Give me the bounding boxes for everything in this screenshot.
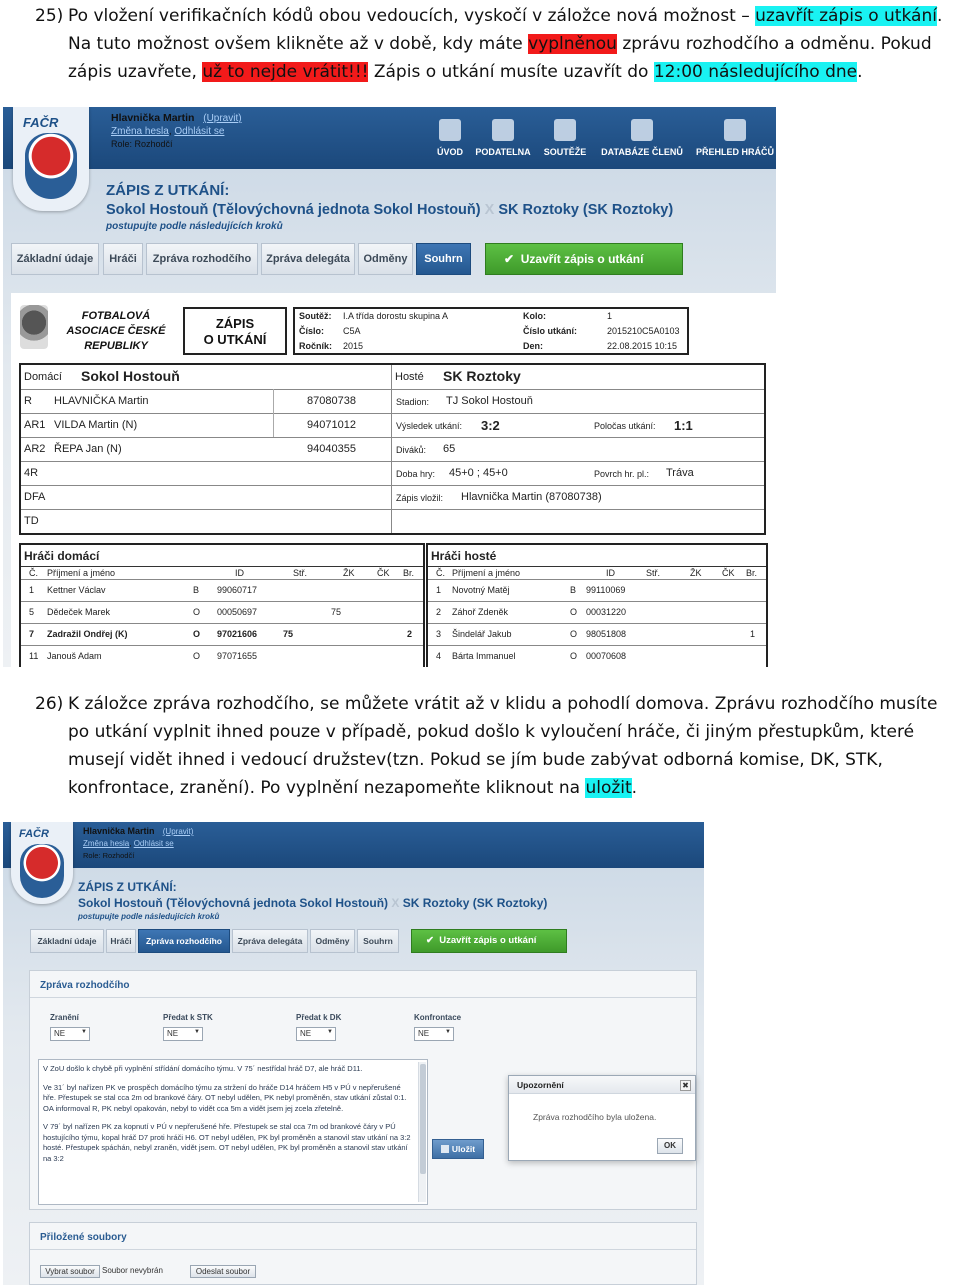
- highlight-save: uložit: [585, 778, 632, 798]
- spacer: [43, 1114, 415, 1122]
- divider: [21, 623, 423, 624]
- screenshot-referee-report: [3, 822, 704, 1285]
- match-number: 2015210C5A0103: [607, 326, 680, 336]
- player-position: B: [570, 585, 577, 595]
- text-part: K záložce zpráva rozhodčího, se můžete vrátit až v klidu a pohodlí domova. Zprávu rozhodčího musíte po utkání vyplnit ihned pouze v případě, pokud došlo k vyloučení hráče, či jiným přestupkům, které musejí vidět ihned i vedoucí družstev(tzn. Pokud se jím bude zabývat odborná komise, DK, STK, konfrontace, zranění). Po vyplnění nezapomeňte kliknout na: [68, 694, 938, 798]
- label: Stadion:: [396, 397, 430, 407]
- zapis-line: O UTKÁNÍ: [203, 332, 267, 347]
- label: Diváků:: [396, 445, 427, 455]
- officials-box: [19, 363, 766, 535]
- official-id: 87080738: [307, 395, 356, 407]
- attendance: 65: [443, 443, 456, 455]
- half-time-score: 1:1: [674, 418, 693, 433]
- tab-fees[interactable]: Odměny: [310, 929, 355, 953]
- versus: X: [391, 896, 400, 910]
- people-icon: [631, 119, 653, 141]
- column-header: ŽK: [343, 568, 355, 578]
- player-position: O: [193, 607, 201, 617]
- label: Číslo utkání:: [523, 326, 578, 336]
- tab-delegate-report[interactable]: Zpráva delegáta: [232, 929, 308, 953]
- official-role: TD: [24, 515, 39, 527]
- official-id: 94040355: [307, 443, 356, 455]
- text-part: Po vložení verifikačních kódů obou vedoucích, vyskočí v záložce nová možnost –: [68, 6, 756, 26]
- season: 2015: [343, 341, 364, 351]
- entered-by: Hlavnička Martin (87080738): [461, 491, 602, 503]
- facr-small-logo: [20, 305, 48, 349]
- player-position: O: [193, 629, 201, 639]
- divider: [391, 365, 392, 533]
- goals: 2: [407, 629, 413, 639]
- away-team: SK Roztoky (SK Roztoky): [498, 202, 674, 218]
- playing-time: 45+0 ; 45+0: [449, 467, 508, 479]
- player-id: 00070608: [586, 651, 627, 661]
- logo-text: FAČR: [19, 828, 49, 840]
- divider: [21, 579, 423, 580]
- player-position: O: [570, 629, 578, 639]
- page-title: ZÁPIS Z UTKÁNÍ:: [106, 182, 230, 199]
- divider: [428, 601, 766, 602]
- player-id: 99110069: [586, 585, 626, 595]
- check-icon: ✔: [426, 935, 434, 946]
- confrontation-label: Konfrontace: [414, 1013, 462, 1022]
- divider: [428, 645, 766, 646]
- tab-players[interactable]: Hráči: [106, 929, 136, 953]
- player-position: O: [570, 607, 578, 617]
- divider: [30, 997, 696, 998]
- divider: [30, 1249, 696, 1250]
- report-paragraph: V 79´ byl nařízen PK za kopnutí v PÚ v nepřerušené hře. Přestupek se stal cca 7m od brankové čáry v PÚ hostujícího týmu, kopal hráč D7 proti hráči H6. OT nebyl udělen, PK byl proměněn a stanovil stav utkání na 3:2 hosté. Přestupek spáchán, nebyl zraněn, vidět jsem. OT nebyl udělen, PK byl proměněn a stanovil stav utkání na 3:2: [43, 1122, 411, 1163]
- ok-button[interactable]: OK: [657, 1138, 683, 1154]
- step-text: [68, 2, 960, 86]
- player-name: Šindelář Jakub: [452, 629, 512, 639]
- column-header: Stř.: [646, 568, 661, 578]
- highlight-close-match: uzavřít zápis o utkání: [755, 6, 937, 26]
- save-button[interactable]: [432, 1139, 484, 1159]
- player-position: B: [193, 585, 200, 595]
- hint-text: postupujte podle následujících kroků: [78, 912, 220, 921]
- divider: [21, 461, 764, 462]
- column-header: Příjmení a jméno: [47, 568, 116, 578]
- label: Číslo:: [299, 326, 325, 336]
- user-role: Role: Rozhodčí: [83, 851, 135, 860]
- assoc-line: FOTBALOVÁ: [81, 310, 151, 322]
- user-name: Hlavnička Martin: [83, 826, 155, 836]
- nav-label: SOUTĚŽE: [543, 147, 587, 157]
- saved-notification-dialog: [508, 1075, 696, 1161]
- nav-inbox[interactable]: [468, 119, 538, 157]
- confrontation-select[interactable]: NE ▼: [414, 1027, 454, 1041]
- step-number: 26): [35, 694, 64, 714]
- label: Povrch hr. pl.:: [594, 469, 650, 479]
- stk-label: Předat k STK: [163, 1013, 213, 1022]
- divider: [21, 389, 764, 390]
- report-paragraph: Ve 31´ byl nařízen PK ve prospěch domácího týmu za stržení do hráče D14 hráčem H5 v PÚ v nepřerušené hře. Přestupek se stal cca 2m od brankové čáry. OT nebyl udělen, PK nebyl proměněn, stav utkání zůstal 0:1. OA informoval R, PK nebyl opakován, nebyl to vidět cca 5m a vidět jsem jej zcela zřetelně.: [43, 1082, 407, 1113]
- home-team: Sokol Hostouň (Tělovýchovná jednota Sokol Hostouň): [78, 896, 389, 910]
- button-label: Uzavřít zápis o utkání: [439, 935, 537, 946]
- label: Kolo:: [523, 311, 546, 321]
- facr-logo: [11, 822, 73, 904]
- injury-select[interactable]: NE ▼: [50, 1027, 90, 1041]
- no-file-label: Soubor nevybrán: [102, 1266, 163, 1275]
- highlight-filled: vyplněnou: [528, 34, 617, 54]
- yellow-card: 75: [331, 607, 342, 617]
- player-number: 7: [29, 629, 35, 639]
- official-role: AR1: [24, 419, 46, 431]
- step-text: [68, 690, 960, 802]
- text-part: . Na tuto možnost ovšem klikněte až v době, kdy máte: [68, 6, 943, 54]
- assoc-line: REPUBLIKY: [84, 340, 148, 352]
- zapis-box: [183, 307, 287, 355]
- column-header: Stř.: [293, 568, 308, 578]
- divider: [21, 601, 423, 602]
- label: Zápis vložil:: [396, 493, 444, 503]
- button-label: Uzavřít zápis o utkání: [520, 252, 644, 266]
- column-header: Č.: [436, 568, 445, 578]
- divider: [21, 413, 764, 414]
- injury-label: Zranění: [50, 1013, 79, 1022]
- gear-icon: [554, 119, 576, 141]
- referee-report-panel: [29, 970, 697, 1210]
- report-textarea[interactable]: [38, 1059, 428, 1205]
- save-icon: [441, 1145, 449, 1153]
- tab-summary[interactable]: Souhrn: [416, 243, 471, 275]
- divider: [21, 437, 764, 438]
- player-position: O: [570, 651, 578, 661]
- summary-sheet: [11, 293, 776, 667]
- logout-link[interactable]: Odhlásit se: [133, 839, 174, 848]
- divider: [428, 623, 766, 624]
- column-header: ID: [235, 568, 244, 578]
- pitch-surface: Tráva: [666, 467, 694, 479]
- logout-link[interactable]: Odhlásit se: [174, 126, 225, 137]
- text-part: Zápis o utkání musíte uzavřít do: [368, 62, 654, 82]
- table-title: Hráči hosté: [431, 549, 497, 563]
- player-id: 00050697: [217, 607, 258, 617]
- player-id: 97071655: [217, 651, 258, 661]
- player-id: 99060717: [217, 585, 258, 595]
- user-panel: Hlavnička Martin (Upravit) Změna hesla, Odhlásit se Role: Rozhodčí: [83, 826, 194, 860]
- official-role: DFA: [24, 491, 46, 503]
- official-role: R: [24, 395, 32, 407]
- home-team-name: Sokol Hostouň: [81, 368, 180, 384]
- away-team: SK Roztoky (SK Roztoky): [402, 896, 548, 910]
- facr-logo: [13, 107, 89, 211]
- label: Soutěž:: [299, 311, 332, 321]
- nav-label: DATABÁZE ČLENŮ: [601, 147, 683, 157]
- divider: [21, 566, 423, 567]
- player-name: Kettner Václav: [47, 585, 106, 595]
- player-name: Novotný Matěj: [452, 585, 510, 595]
- text-part: .: [631, 778, 638, 798]
- table-title: Hráči domácí: [24, 549, 100, 563]
- player-id: 97021606: [217, 629, 258, 639]
- teams-line: [106, 202, 766, 218]
- stk-select[interactable]: NE ▼: [163, 1027, 203, 1041]
- spacer: [43, 1075, 415, 1083]
- report-paragraph: V ZoU došlo k chybě při vyplnění střídání domácího týmu. V 75´ nestřídal hráč D7, ale hráč D11.: [43, 1064, 363, 1073]
- highlight-deadline: 12:00 následujícího dne: [653, 62, 858, 82]
- player-id: 98051808: [586, 629, 627, 639]
- player-name: Janouš Adam: [47, 651, 102, 661]
- button-label: Uložit: [451, 1144, 476, 1154]
- choose-file-button[interactable]: Vybrat soubor: [40, 1265, 100, 1278]
- user-name: Hlavnička Martin: [111, 112, 195, 124]
- official-role: AR2: [24, 443, 46, 455]
- player-number: 5: [29, 607, 35, 617]
- tab-players[interactable]: Hráči: [103, 243, 143, 275]
- label: Den:: [523, 341, 543, 351]
- final-score: 3:2: [481, 418, 500, 433]
- scrollbar-thumb[interactable]: [420, 1064, 426, 1174]
- nav-competitions[interactable]: [530, 119, 600, 157]
- label: Domácí: [24, 371, 62, 383]
- away-team-name: SK Roztoky: [443, 368, 521, 384]
- player-number: 11: [29, 651, 39, 661]
- text-part: .: [857, 62, 863, 82]
- home-players-table: [19, 543, 425, 667]
- player-id: 00031220: [586, 607, 627, 617]
- edit-profile-link[interactable]: (Upravit): [162, 827, 194, 836]
- panel-title: Přiložené soubory: [40, 1232, 127, 1243]
- attached-files-panel: [29, 1222, 697, 1285]
- panel-title: Zpráva rozhodčího: [40, 980, 130, 991]
- column-header: Č.: [29, 568, 38, 578]
- change-password-link[interactable]: Změna hesla: [83, 839, 130, 848]
- scrollbar[interactable]: [418, 1062, 426, 1202]
- player-number: 1: [436, 585, 442, 595]
- player-number: 3: [436, 629, 442, 639]
- player-position: O: [193, 651, 201, 661]
- divider: [428, 579, 766, 580]
- user-panel: Hlavnička Martin (Upravit) Změna hesla, Odhlásit se Role: Rozhodčí: [111, 112, 242, 149]
- nav-players[interactable]: [693, 119, 776, 157]
- player-name: Bárta Immanuel: [452, 651, 516, 661]
- logo-text: FAČR: [23, 115, 59, 130]
- hint-text: postupujte podle následujících kroků: [106, 221, 283, 232]
- match-title: [78, 880, 698, 921]
- divider: [21, 645, 423, 646]
- divider: [428, 566, 766, 567]
- tab-basic-info[interactable]: Základní údaje: [30, 929, 104, 953]
- user-role: Role: Rozhodčí: [111, 139, 173, 149]
- dk-label: Předat k DK: [296, 1013, 342, 1022]
- runner-icon: [724, 119, 746, 141]
- dialog-title: Upozornění: [517, 1080, 564, 1090]
- divider: [21, 509, 764, 510]
- label: Výsledek utkání:: [396, 421, 463, 431]
- nav-label: ÚVOD: [436, 147, 463, 157]
- column-header: Br.: [403, 568, 415, 578]
- versus: X: [484, 202, 495, 218]
- edit-profile-link[interactable]: (Upravit): [203, 113, 242, 124]
- association-name: [57, 309, 175, 354]
- close-icon[interactable]: ✖: [680, 1080, 691, 1091]
- column-header: Příjmení a jméno: [452, 568, 521, 578]
- column-header: ID: [606, 568, 615, 578]
- official-name: ŘEPA Jan (N): [54, 443, 122, 455]
- crest-icon: [20, 844, 64, 898]
- nav-label: PODATELNA: [475, 147, 531, 157]
- text-part: zprávu rozhodčího a odměnu. Pokud zápis uzavřete,: [68, 34, 932, 82]
- label: Ročník:: [299, 341, 333, 351]
- player-number: 2: [436, 607, 442, 617]
- teams-line: [78, 896, 698, 910]
- match-title: [106, 182, 766, 232]
- close-record-button[interactable]: [411, 929, 567, 953]
- official-name: VILDA Martin (N): [54, 419, 138, 431]
- tab-delegate-report[interactable]: Zpráva delegáta: [261, 243, 355, 275]
- change-password-link[interactable]: Změna hesla: [111, 126, 169, 137]
- goals: 1: [750, 629, 756, 639]
- zapis-line: ZÁPIS: [215, 316, 255, 331]
- step-number: 25): [35, 6, 64, 26]
- nav-members[interactable]: [597, 119, 687, 157]
- label: Hosté: [395, 371, 424, 383]
- crest-icon: [25, 133, 77, 199]
- divider: [273, 389, 274, 437]
- step-25-instruction: [0, 2, 960, 86]
- nav-label: PŘEHLED HRÁČŮ: [695, 147, 774, 157]
- match-date: 22.08.2015 10:15: [607, 341, 678, 351]
- column-header: ČK: [722, 568, 735, 578]
- page-title: ZÁPIS Z UTKÁNÍ:: [78, 880, 177, 894]
- competition: I.A třída dorostu skupina A: [343, 311, 449, 321]
- close-record-button[interactable]: [485, 243, 683, 275]
- dk-select[interactable]: NE ▼: [296, 1027, 336, 1041]
- competition-code: C5A: [343, 326, 361, 336]
- step-26-instruction: [0, 690, 960, 802]
- upload-file-button[interactable]: Odeslat soubor: [190, 1265, 256, 1278]
- player-name: Zadražil Ondřej (K): [47, 629, 128, 639]
- away-players-table: [426, 543, 768, 667]
- tab-referee-report[interactable]: Zpráva rozhodčího: [146, 243, 258, 275]
- official-name: HLAVNIČKA Martin: [54, 395, 149, 407]
- official-role: 4R: [24, 467, 39, 479]
- round: 1: [607, 311, 613, 321]
- screenshot-match-record: [3, 107, 776, 667]
- tab-basic-info[interactable]: Základní údaje: [11, 243, 99, 275]
- match-meta-box: [293, 307, 689, 355]
- tab-fees[interactable]: Odměny: [358, 243, 413, 275]
- assoc-line: ASOCIACE ČESKÉ: [66, 325, 166, 337]
- divider: [21, 485, 764, 486]
- highlight-warning: už to nejde vrátit!!!: [202, 62, 369, 82]
- tab-summary[interactable]: Souhrn: [357, 929, 399, 953]
- player-name: Dědeček Marek: [47, 607, 111, 617]
- check-icon: ✔: [504, 252, 515, 266]
- official-id: 94071012: [307, 419, 356, 431]
- dialog-message: Zpráva rozhodčího byla uložena.: [533, 1112, 657, 1122]
- player-name: Záhoř Zdeněk: [452, 607, 509, 617]
- column-header: Br.: [746, 568, 758, 578]
- tab-referee-report[interactable]: Zpráva rozhodčího: [138, 929, 230, 953]
- mail-icon: [492, 119, 514, 141]
- column-header: ČK: [377, 568, 390, 578]
- player-number: 4: [436, 651, 442, 661]
- home-team: Sokol Hostouň (Tělovýchovná jednota Sokol Hostouň): [106, 202, 481, 218]
- label: Doba hry:: [396, 469, 436, 479]
- column-header: ŽK: [690, 568, 702, 578]
- stadium: TJ Sokol Hostouň: [446, 395, 533, 407]
- substitution: 75: [283, 629, 294, 639]
- home-icon: [439, 119, 461, 141]
- label: Poločas utkání:: [594, 421, 656, 431]
- player-number: 1: [29, 585, 35, 595]
